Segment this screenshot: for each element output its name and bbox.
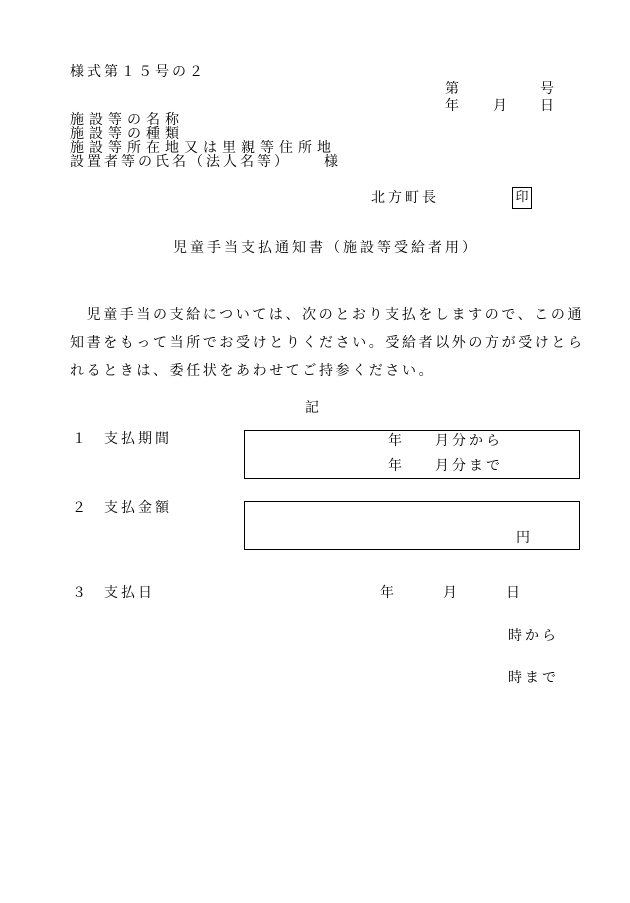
date-month: 月 <box>493 98 507 114</box>
body-line: れるときは、委任状をあわせてご持参ください。 <box>70 363 436 379</box>
seal-mark: 印 <box>512 187 532 209</box>
document-title: 児童手当支払通知書（施設等受給者用） <box>173 240 479 256</box>
period-from-year: 年 <box>388 433 402 449</box>
date-year: 年 <box>445 98 459 114</box>
founder-name-label: 設置者等の氏名（法人名等） <box>70 154 291 170</box>
period-to-year: 年 <box>388 458 402 474</box>
period-to-month: 月分まで <box>435 458 503 474</box>
date-day: 日 <box>540 98 554 114</box>
body-paragraph <box>70 301 585 385</box>
item-3-label: 支払日 <box>104 585 155 601</box>
payday-day: 日 <box>506 585 520 601</box>
payday-time-from: 時から <box>508 628 559 644</box>
period-box <box>244 430 580 479</box>
honorific-sama: 様 <box>324 154 338 170</box>
body-line: 知書をもって当所でお受けとりください。受給者以外の方が受けとら <box>70 335 585 351</box>
item-1-label: 支払期間 <box>104 431 172 447</box>
payday-year: 年 <box>380 585 394 601</box>
item-3-number: ３ <box>72 585 86 601</box>
facility-name-label: 施設等の名称 <box>70 112 184 128</box>
facility-type-label: 施設等の種類 <box>70 126 184 142</box>
item-2-number: ２ <box>72 500 86 516</box>
body-line: 児童手当の支給については、次のとおり支払をしますので、この通 <box>70 307 585 323</box>
facility-address-label: 施設等所在地又は里親等住所地 <box>70 140 336 156</box>
period-from-month: 月分から <box>435 433 503 449</box>
payday-month: 月 <box>443 585 457 601</box>
ki-note: 記 <box>305 400 319 416</box>
payday-time-to: 時まで <box>508 670 559 686</box>
amount-unit: 円 <box>516 530 530 546</box>
item-2-label: 支払金額 <box>104 500 172 516</box>
issuer-name: 北方町長 <box>371 190 439 206</box>
doc-number-suffix: 号 <box>540 81 554 97</box>
item-1-number: １ <box>72 431 86 447</box>
form-number: 様式第１５号の２ <box>70 64 206 80</box>
doc-number-prefix: 第 <box>445 81 459 97</box>
